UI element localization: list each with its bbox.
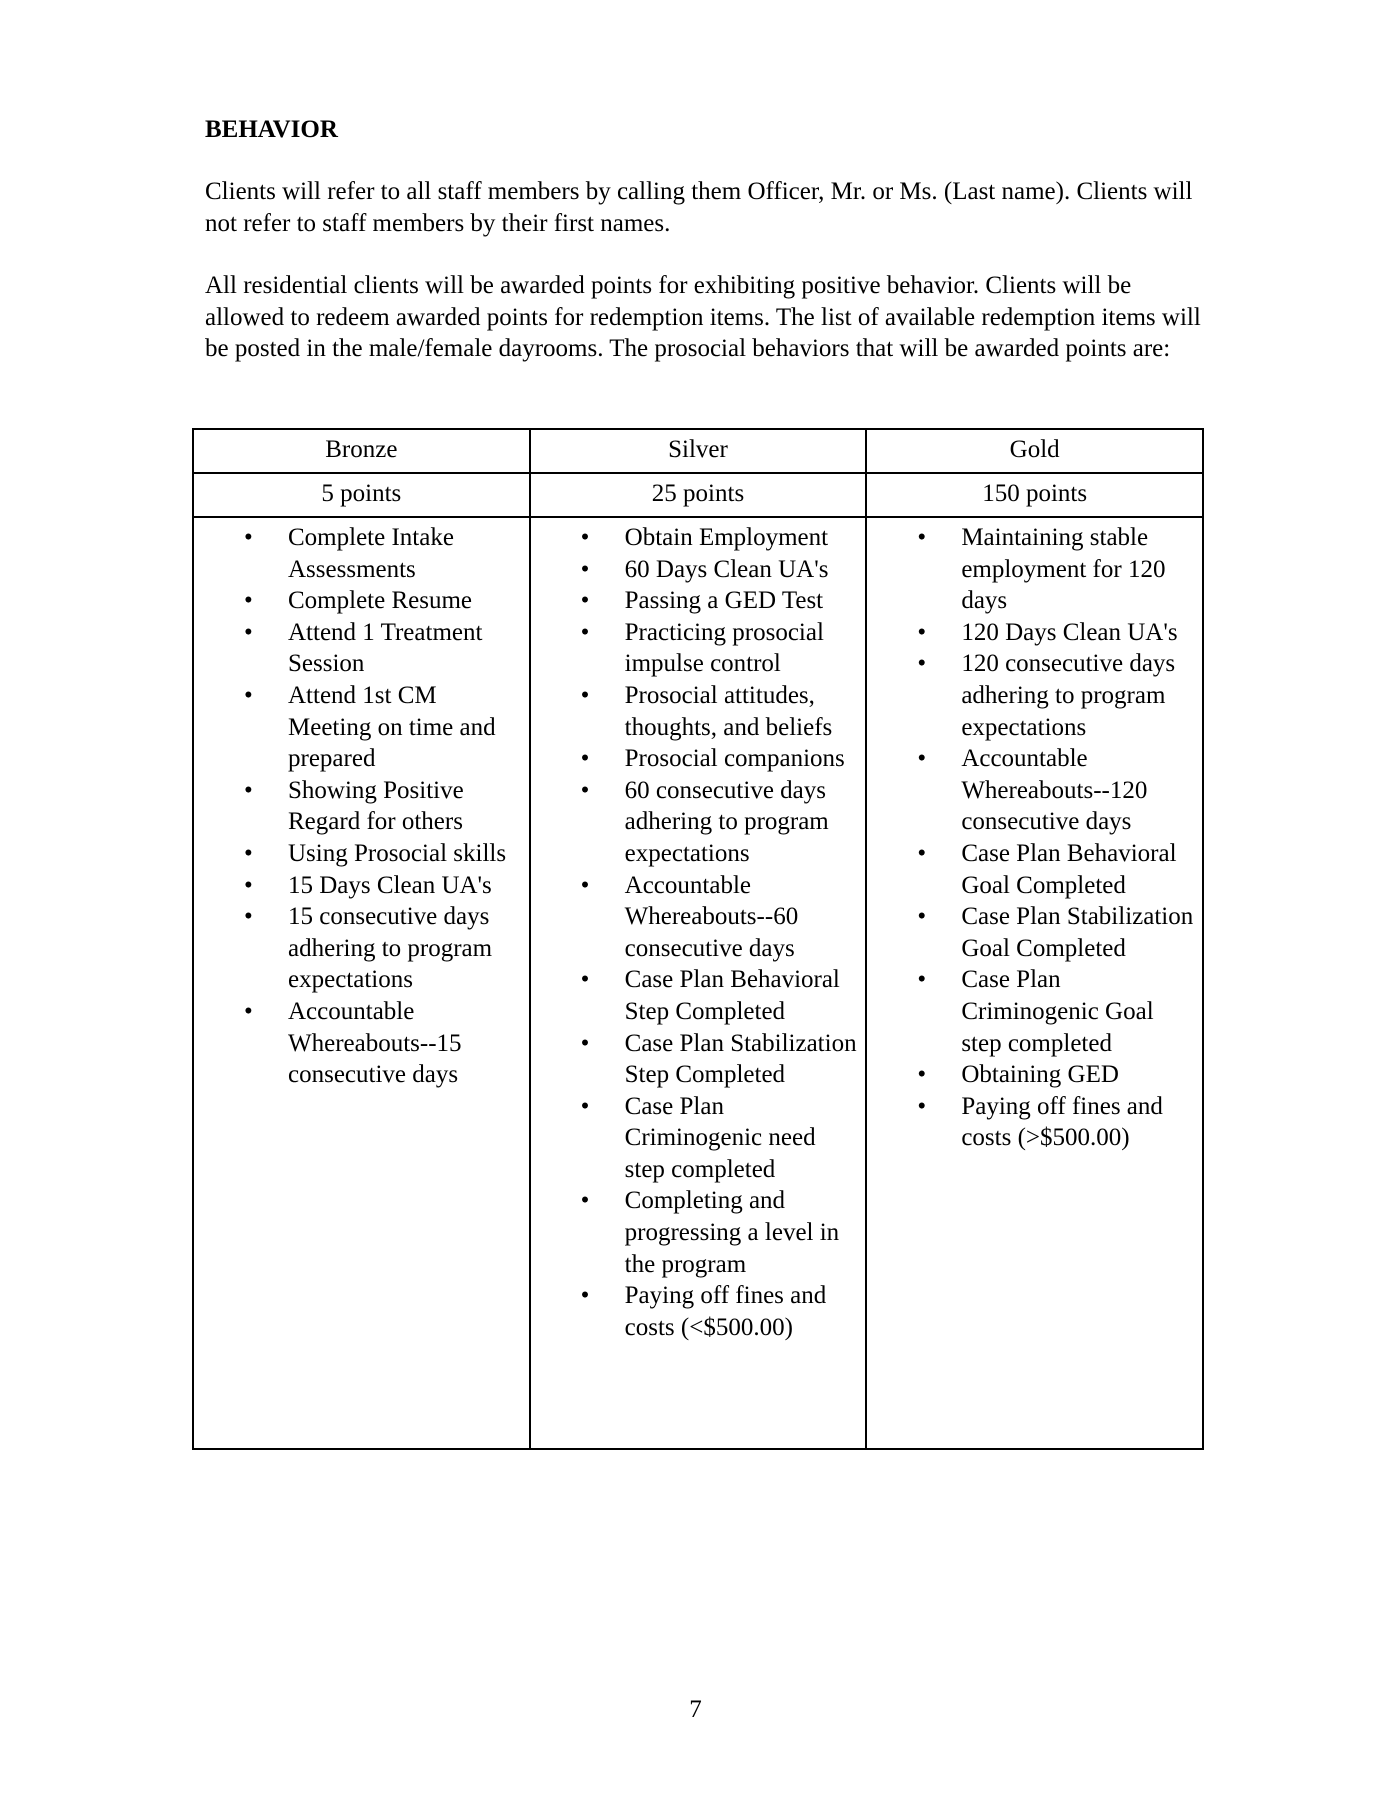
list-item: • 15 consecutive days adhering to program expectations: [194, 901, 523, 996]
staff-address-paragraph: Clients will refer to all staff members by calling them Officer, Mr. or Ms. (Last name). Clients will not refer to staff members by their first names.: [205, 178, 1193, 237]
list-item: • Case Plan Behavioral Goal Completed: [867, 838, 1196, 901]
list-item: • Prosocial companions: [531, 743, 860, 775]
points-table: [192, 428, 1204, 1450]
list-item: • Accountable Whereabouts--15 consecutive days: [194, 996, 523, 1091]
list-item: • 120 consecutive days adhering to program expectations: [867, 648, 1196, 743]
list-item: • Accountable Whereabouts--120 consecutive days: [867, 743, 1196, 838]
list-item: • Completing and progressing a level in the program: [531, 1185, 860, 1280]
list-item: • 15 Days Clean UA's: [194, 870, 523, 902]
points-gold: 150 points: [866, 473, 1203, 517]
list-item: • Obtaining GED: [867, 1059, 1196, 1091]
points-bronze: 5 points: [193, 473, 530, 517]
list-item: • Complete Resume: [194, 585, 523, 617]
gold-list: [867, 522, 1202, 1154]
list-item: • Maintaining stable employment for 120 days: [867, 522, 1196, 617]
bronze-items-cell: [193, 517, 530, 1449]
list-item: • Showing Positive Regard for others: [194, 775, 523, 838]
tier-gold: Gold: [866, 429, 1203, 473]
list-item: • Case Plan Stabilization Goal Completed: [867, 901, 1196, 964]
page-number: 7: [689, 1696, 702, 1723]
silver-list: [531, 522, 866, 1343]
list-item: • Complete Intake Assessments: [194, 522, 523, 585]
list-item: • Case Plan Stabilization Step Completed: [531, 1028, 860, 1091]
tier-silver: Silver: [530, 429, 867, 473]
list-item: • 120 Days Clean UA's: [867, 617, 1196, 649]
list-item: • Attend 1st CM Meeting on time and prepared: [194, 680, 523, 775]
bronze-list: [194, 522, 529, 1091]
points-silver: 25 points: [530, 473, 867, 517]
list-item: • Obtain Employment: [531, 522, 860, 554]
list-item: • Case Plan Criminogenic need step completed: [531, 1091, 860, 1186]
list-item: • Passing a GED Test: [531, 585, 860, 617]
list-item: • Using Prosocial skills: [194, 838, 523, 870]
section-title: BEHAVIOR: [205, 116, 338, 143]
list-item: • Case Plan Behavioral Step Completed: [531, 964, 860, 1027]
list-item: • Practicing prosocial impulse control: [531, 617, 860, 680]
points-paragraph: All residential clients will be awarded points for exhibiting positive behavior. Clients will be allowed to redeem awarded points for redemption items. The list of available redemption items will be posted in the male/female dayrooms. The prosocial behaviors that will be awarded points are:: [205, 272, 1201, 363]
silver-items-cell: [530, 517, 867, 1449]
list-item: • 60 consecutive days adhering to program expectations: [531, 775, 860, 870]
list-item: • Case Plan Criminogenic Goal step completed: [867, 964, 1196, 1059]
list-item: • Prosocial attitudes, thoughts, and beliefs: [531, 680, 860, 743]
list-item: • Attend 1 Treatment Session: [194, 617, 523, 680]
list-item: • Accountable Whereabouts--60 consecutive days: [531, 870, 860, 965]
list-item: • Paying off fines and costs (<$500.00): [531, 1280, 860, 1343]
list-item: • 60 Days Clean UA's: [531, 554, 860, 586]
list-item: • Paying off fines and costs (>$500.00): [867, 1091, 1196, 1154]
gold-items-cell: [866, 517, 1203, 1449]
tier-bronze: Bronze: [193, 429, 530, 473]
